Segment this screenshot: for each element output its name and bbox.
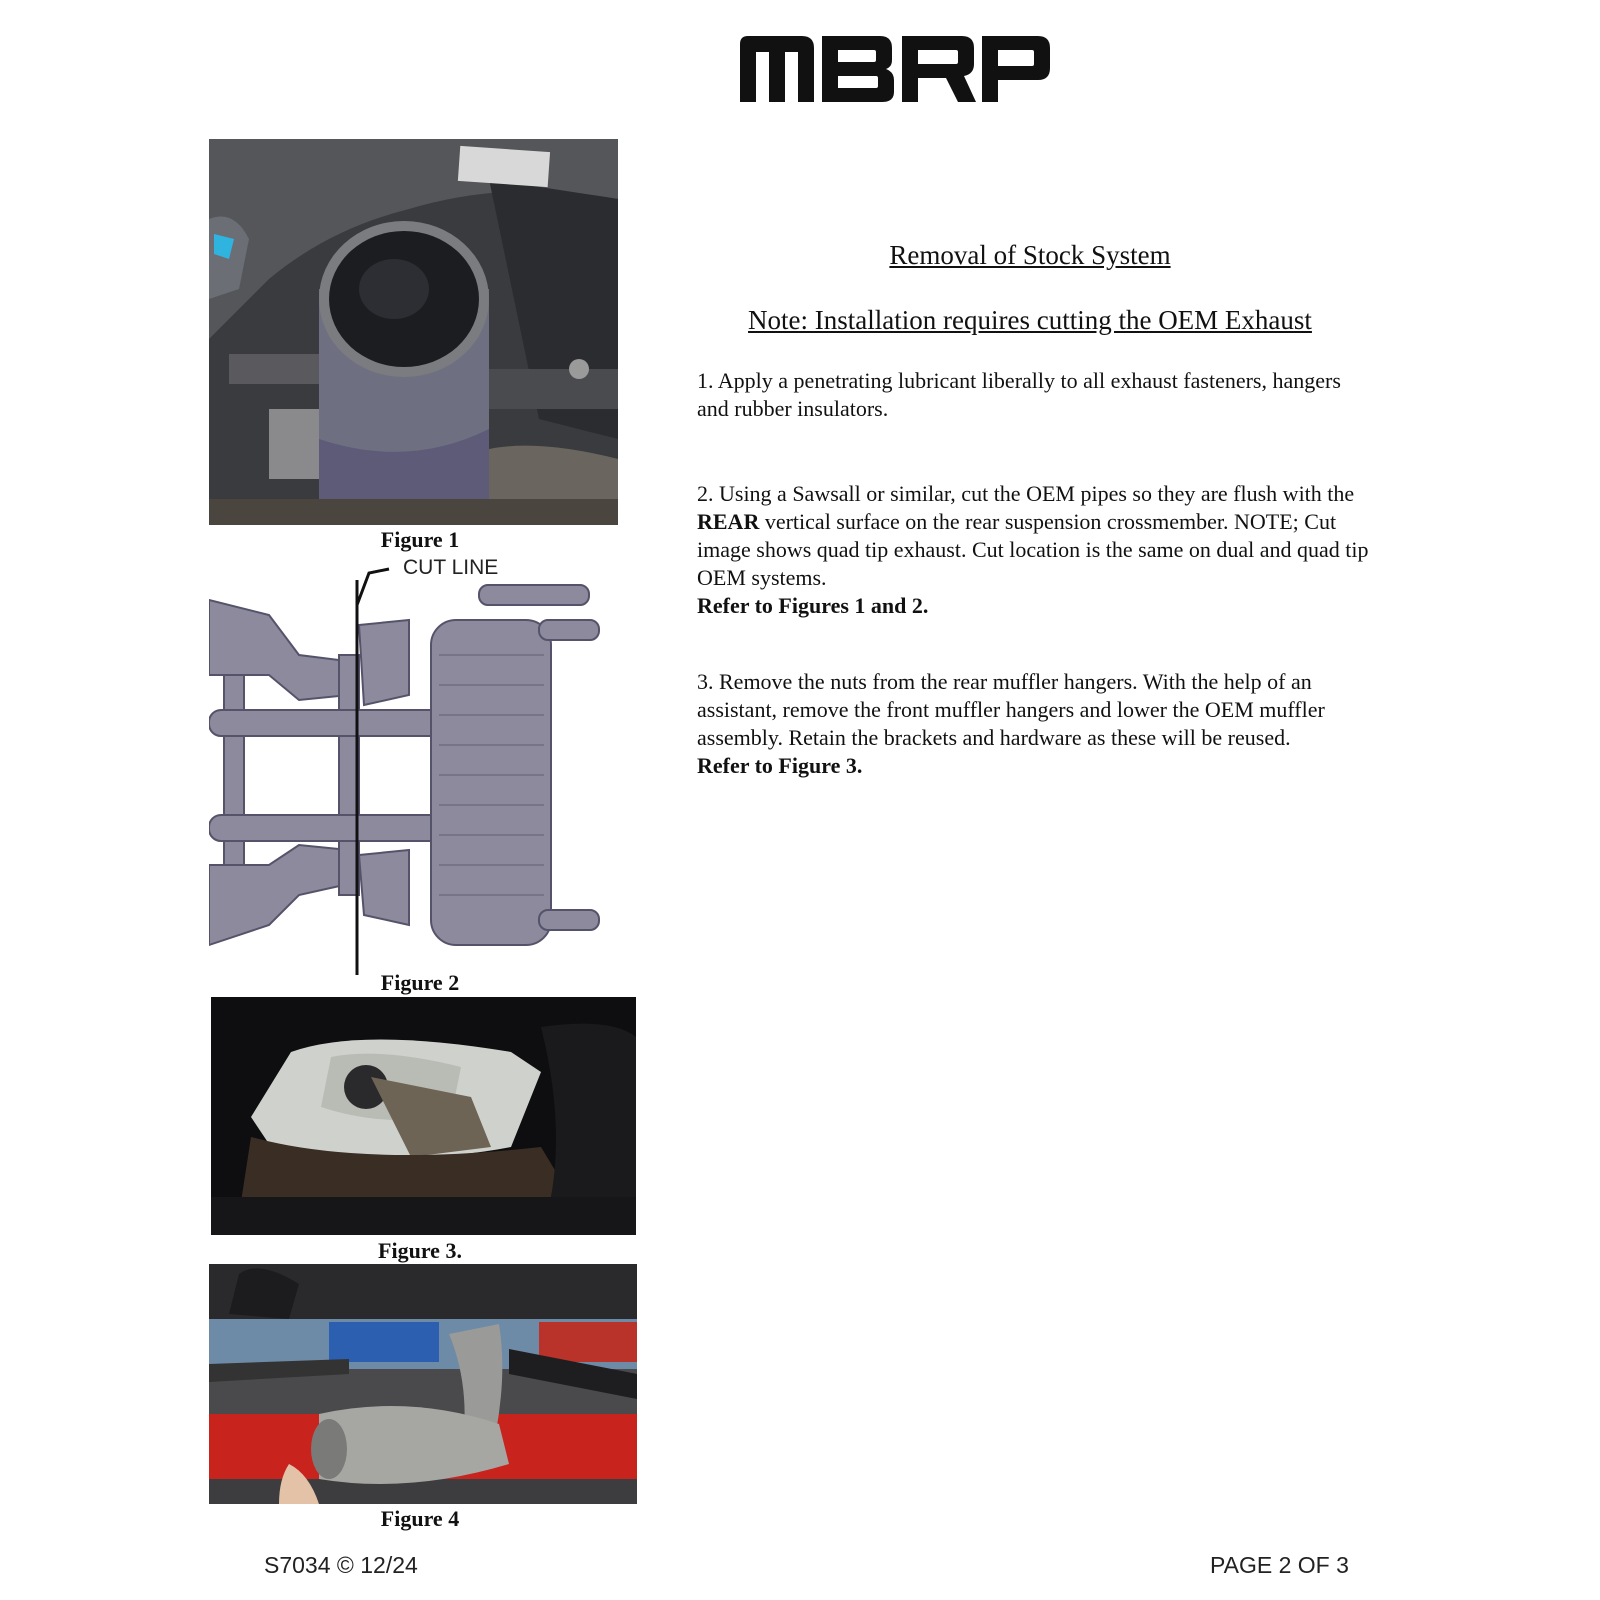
installation-note: Note: Installation requires cutting the OEM Exhaust	[748, 305, 1312, 335]
footer-page-number: PAGE 2 OF 3	[1210, 1552, 1349, 1578]
footer-doc-id: S7034 © 12/24	[264, 1552, 418, 1578]
figure-1-photo	[209, 139, 618, 525]
figure-4-photo	[209, 1264, 637, 1504]
step-3-reference: Refer to Figure 3.	[697, 753, 863, 778]
step-2	[697, 480, 1377, 620]
step-2-emphasis: REAR	[697, 509, 760, 534]
step-2-text-post: vertical surface on the rear suspension crossmember. NOTE; Cut image shows quad tip exhaust. Cut location is the same on dual and quad tip OEM systems.	[697, 509, 1369, 590]
figure-4-caption: Figure 4	[380, 1506, 460, 1531]
step-2-reference: Refer to Figures 1 and 2.	[697, 593, 929, 618]
figure-3-caption: Figure 3.	[378, 1238, 462, 1263]
mbrp-logo	[740, 36, 1050, 102]
figure-2-diagram	[209, 565, 609, 975]
step-3-text: 3. Remove the nuts from the rear muffler hangers. With the help of an assistant, remove the front muffler hangers and lower the OEM muffler assembly. Retain the brackets and hardware as these will be reused.	[697, 669, 1325, 750]
step-1	[697, 367, 1377, 423]
figure-3-photo	[211, 997, 636, 1235]
figure-1-caption: Figure 1	[380, 527, 460, 552]
step-1-text: 1. Apply a penetrating lubricant liberally to all exhaust fasteners, hangers and rubber insulators.	[697, 368, 1341, 421]
cut-line-label: CUT LINE	[403, 556, 499, 579]
step-2-text-pre: 2. Using a Sawsall or similar, cut the OEM pipes so they are flush with the	[697, 481, 1355, 506]
step-3	[697, 668, 1377, 780]
figure-2-caption: Figure 2	[380, 970, 460, 995]
section-title: Removal of Stock System	[889, 240, 1171, 270]
